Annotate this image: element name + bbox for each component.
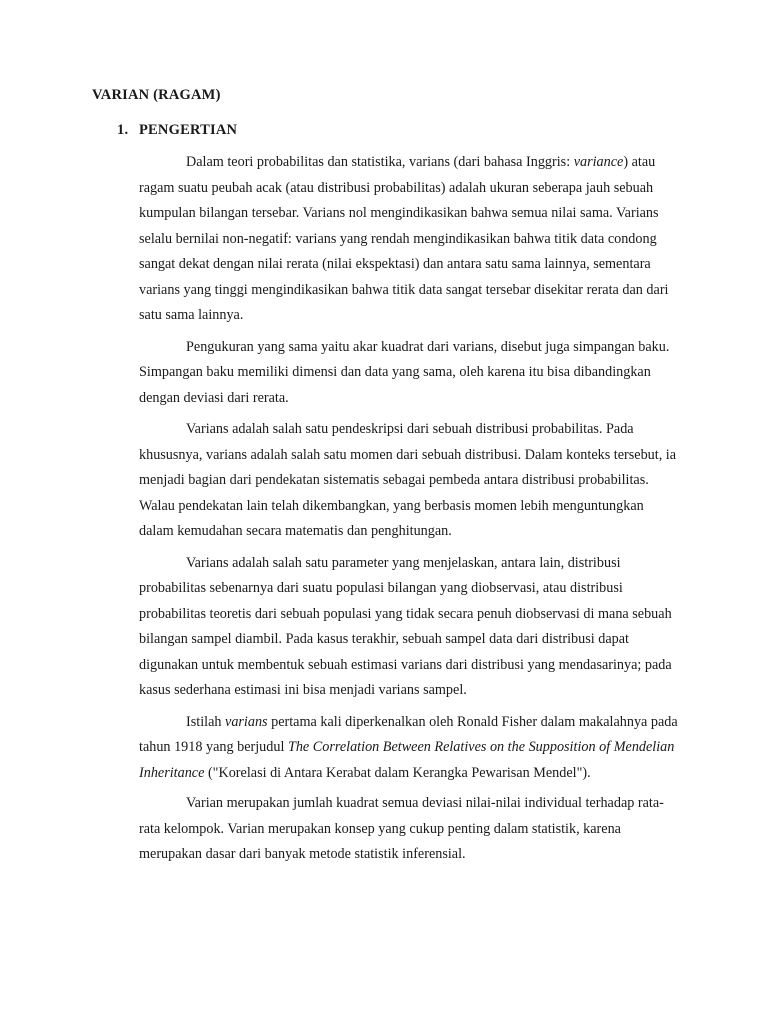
section-body [139, 150, 679, 874]
paragraph-history-text-a: Istilah [186, 713, 226, 730]
paragraph-moment: Varians adalah salah satu pendeskripsi dari sebuah distribusi probabilitas. Pada khususnya, varians adalah salah satu momen dari sebuah distribusi. Dalam konteks tersebut, ia menjadi bagian dari pendekatan sistematis sebagai pembeda antara distribusi probabilitas. Walau pendekatan lain telah dikembangkan, yang berbasis momen lebih menguntungkan dalam kemudahan secara matematis dan penghitungan. [139, 421, 677, 539]
paper-title: The Correlation Between Relatives on the Supposition of Mendelian Inheritance [139, 739, 675, 781]
paragraph-history-text-e: ("Korelasi di Antara Kerabat dalam Kerangka Pewarisan Mendel"). [204, 764, 591, 781]
section-number: 1. [117, 122, 129, 138]
paragraph-summary: Varian merupakan jumlah kuadrat semua deviasi nilai-nilai individual terhadap rata-rata kelompok. Varian merupakan konsep yang cukup penting dalam statistik, karena merupakan dasar dari banyak metode statistik inferensial. [139, 795, 664, 862]
section-title: PENGERTIAN [139, 122, 238, 138]
paragraph-parameter: Varians adalah salah satu parameter yang menjelaskan, antara lain, distribusi probabilitas sebenarnya dari suatu populasi bilangan yang diobservasi, atau distribusi probabilitas teoretis dari sebuah populasi yang tidak secara penuh diobservasi di mana sebuah bilangan sampel diambil. Pada kasus terakhir, sebuah sampel data dari distribusi dapat digunakan untuk membentuk sebuah estimasi varians dari distribusi yang mendasarinya; pada kasus sederhana estimasi ini bisa menjadi varians sampel. [139, 554, 672, 698]
term-varians: varians [225, 713, 268, 730]
paragraph-definition-text-a: Dalam teori probabilitas dan statistika, varians (dari bahasa Inggris: [186, 154, 574, 170]
paragraph-definition [139, 150, 679, 329]
document-title: VARIAN (RAGAM) [92, 87, 221, 103]
paragraph-history-text-c: pertama kali diperkenalkan oleh Ronald Fisher dalam makalahnya pada tahun 1918 yang berjudul [139, 713, 678, 755]
term-variance: variance [573, 154, 624, 170]
paragraph-standard-deviation: Pengukuran yang sama yaitu akar kuadrat dari varians, disebut juga simpangan baku. Simpangan baku memiliki dimensi dan data yang sama, oleh karena itu bisa dibandingkan dengan deviasi dari rerata. [139, 338, 670, 406]
section-heading [117, 122, 237, 139]
paragraph-history [139, 710, 679, 787]
paragraph-definition-text-c: ) atau ragam suatu peubah acak (atau distribusi probabilitas) adalah ukuran seberapa jauh sebuah kumpulan bilangan tersebar. Varians nol mengindikasikan bahwa semua nilai sama. Varians selalu bernilai non-negatif: varians yang rendah mengindikasikan bahwa titik data condong sangat dekat dengan nilai rerata (nilai ekspektasi) dan antara satu sama lainnya, sementara varians yang tinggi mengindikasikan bahwa titik data sangat tersebar disekitar rerata dan dari satu sama lainnya. [139, 154, 669, 323]
